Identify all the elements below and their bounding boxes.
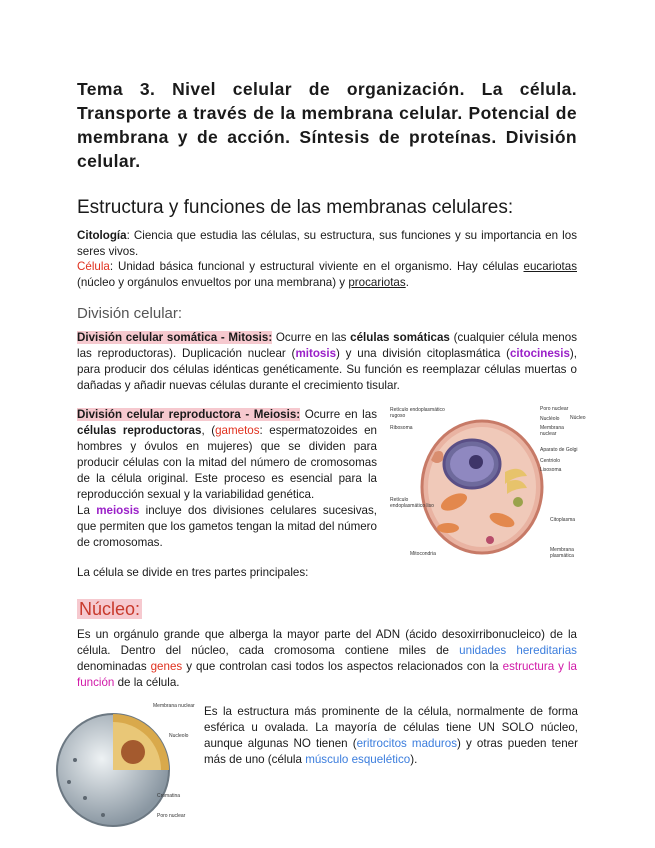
nucleus-label-membrana: Membrana nuclear [153, 703, 195, 709]
mitosis-text-3: ) y una división citoplasmática ( [336, 347, 510, 360]
estructura-funcion: estructura y la función [77, 660, 577, 689]
meiosis-text-4: La [77, 504, 97, 517]
label-nucleo: Núcleo [570, 415, 586, 421]
label-envoltura: Membrana nuclear [540, 425, 564, 437]
nucleus-label-nucleolo: Nucleolo [169, 733, 189, 739]
celula-term: Célula [77, 260, 110, 273]
label-mitocondria: Mitocondria [410, 551, 436, 557]
nucleo-p2-text-3: ). [410, 753, 418, 766]
eritrocitos-maduros: eritrocitos maduros [356, 737, 458, 750]
mitosis-text-4: ), para producir dos células idénticas genéticamente. Su función es reemplazar células muertas o dañadas y añadir nuevas células durante el crecimiento tisular. [77, 347, 578, 392]
mitosis-paragraph [77, 330, 577, 394]
label-lisosoma: Lisosoma [540, 467, 562, 473]
label-poro-nuclear: Poro nuclear [540, 406, 569, 412]
genes-word: genes [150, 660, 183, 673]
gametos-word: gametos [215, 424, 260, 437]
reproductoras-word: células reproductoras [77, 424, 202, 437]
nucleo-p1-text-1: Es un orgánulo grande que alberga la mayor parte del ADN (ácido desoxirribonucleico) de la célula. Dentro del núcleo, cada cromosoma contiene miles de [77, 628, 577, 657]
meiosis-text-2: , ( [201, 424, 216, 437]
cell-illustration [390, 402, 590, 567]
nucleo-paragraph-2 [204, 704, 578, 768]
meiosis-text-5: incluye dos divisiones celulares sucesivas, que permiten que los gametos tengan la mitad del número de cromosomas. [77, 504, 377, 549]
label-citoplasma: Citoplasma [550, 517, 576, 523]
citocinesis-word: citocinesis [509, 347, 570, 360]
celula-text-3: . [405, 276, 409, 289]
eucariotas-word: eucariotas [523, 260, 577, 273]
nucleo-heading [77, 598, 142, 620]
division-heading: División celular: [77, 305, 183, 322]
musculo-esqueletico: músculo esquelético [305, 753, 411, 766]
tres-partes-text: La célula se divide en tres partes principales: [77, 566, 309, 579]
mitosis-text-1: Ocurre en las [272, 331, 351, 344]
label-nucleolo: Nucléolo [540, 416, 560, 422]
celula-text-1: : Unidad básica funcional y estructural viviente en el organismo. Hay células [109, 260, 524, 273]
label-reticulo-rugoso: Retículo endoplasmático rugoso [390, 407, 445, 419]
meiosis-text-3: : espermatozoides en hombres y óvulos en mujeres) que se dividen para producir células con la mitad del número de cromosomas de la célula original. Este proceso es esencial para la reproducción sexual y la variabilidad genética. [77, 424, 377, 501]
nucleo-p2-text-2: ) y otras pueden tener más de uno (célula [204, 737, 578, 766]
section-heading: Estructura y funciones de las membranas celulares: [77, 197, 514, 218]
nucleo-p1-text-3: y que controlan casi todos los aspectos relacionados con la [182, 660, 503, 673]
meiosis-word: meiosis [96, 504, 140, 517]
somaticas-word: células somáticas [350, 331, 450, 344]
meiosis-paragraph [77, 407, 377, 551]
nucleus-label-poro: Poro nuclear [157, 813, 186, 819]
meiosis-text-1: Ocurre en las [300, 408, 377, 421]
label-ribosoma: Ribosoma [390, 425, 413, 431]
nucleo-p1-text-4: de la célula. [114, 676, 180, 689]
celula-paragraph [77, 259, 577, 291]
citologia-paragraph [77, 228, 577, 260]
label-centriolo: Centriolo [540, 458, 561, 464]
mitosis-word: mitosis [295, 347, 337, 360]
mitosis-heading: División celular somática - Mitosis: [77, 331, 273, 344]
citologia-term: Citología [77, 229, 127, 242]
label-golgi: Aparato de Golgi [540, 447, 578, 453]
nucleus-label-cromatina: Cromatina [157, 793, 181, 799]
meiosis-heading: División celular reproductora - Meiosis: [77, 408, 301, 421]
nucleo-heading-text: Núcleo: [79, 599, 141, 619]
document-title: Tema 3. Nivel celular de organización. La célula. Transporte a través de la membrana celular. Potencial de membrana y de acción. Síntesis de proteínas. División celular. [77, 79, 577, 171]
procariotas-word: procariotas [348, 276, 406, 289]
nucleus-illustration [55, 700, 200, 840]
nucleo-paragraph-1 [77, 627, 577, 691]
nucleo-p1-text-2: denominadas [77, 660, 151, 673]
unidades-hereditarias: unidades hereditarias [459, 644, 577, 657]
citologia-text: : Ciencia que estudia las células, su estructura, sus funciones y su importancia en los seres vivos. [77, 229, 577, 258]
nucleo-p2-text-1: Es la estructura más prominente de la célula, normalmente de forma esférica u ovalada. La mayoría de células tiene UN SOLO núcleo, aunque algunas NO tienen ( [204, 705, 578, 750]
label-membrana: Membrana plasmática [550, 547, 574, 559]
mitosis-text-2: (cualquier célula menos las reproductoras). Duplicación nuclear ( [77, 331, 577, 360]
celula-text-2: (núcleo y orgánulos envueltos por una membrana) y [77, 276, 349, 289]
label-reticulo-liso: Retículo endoplasmático liso [390, 497, 434, 509]
